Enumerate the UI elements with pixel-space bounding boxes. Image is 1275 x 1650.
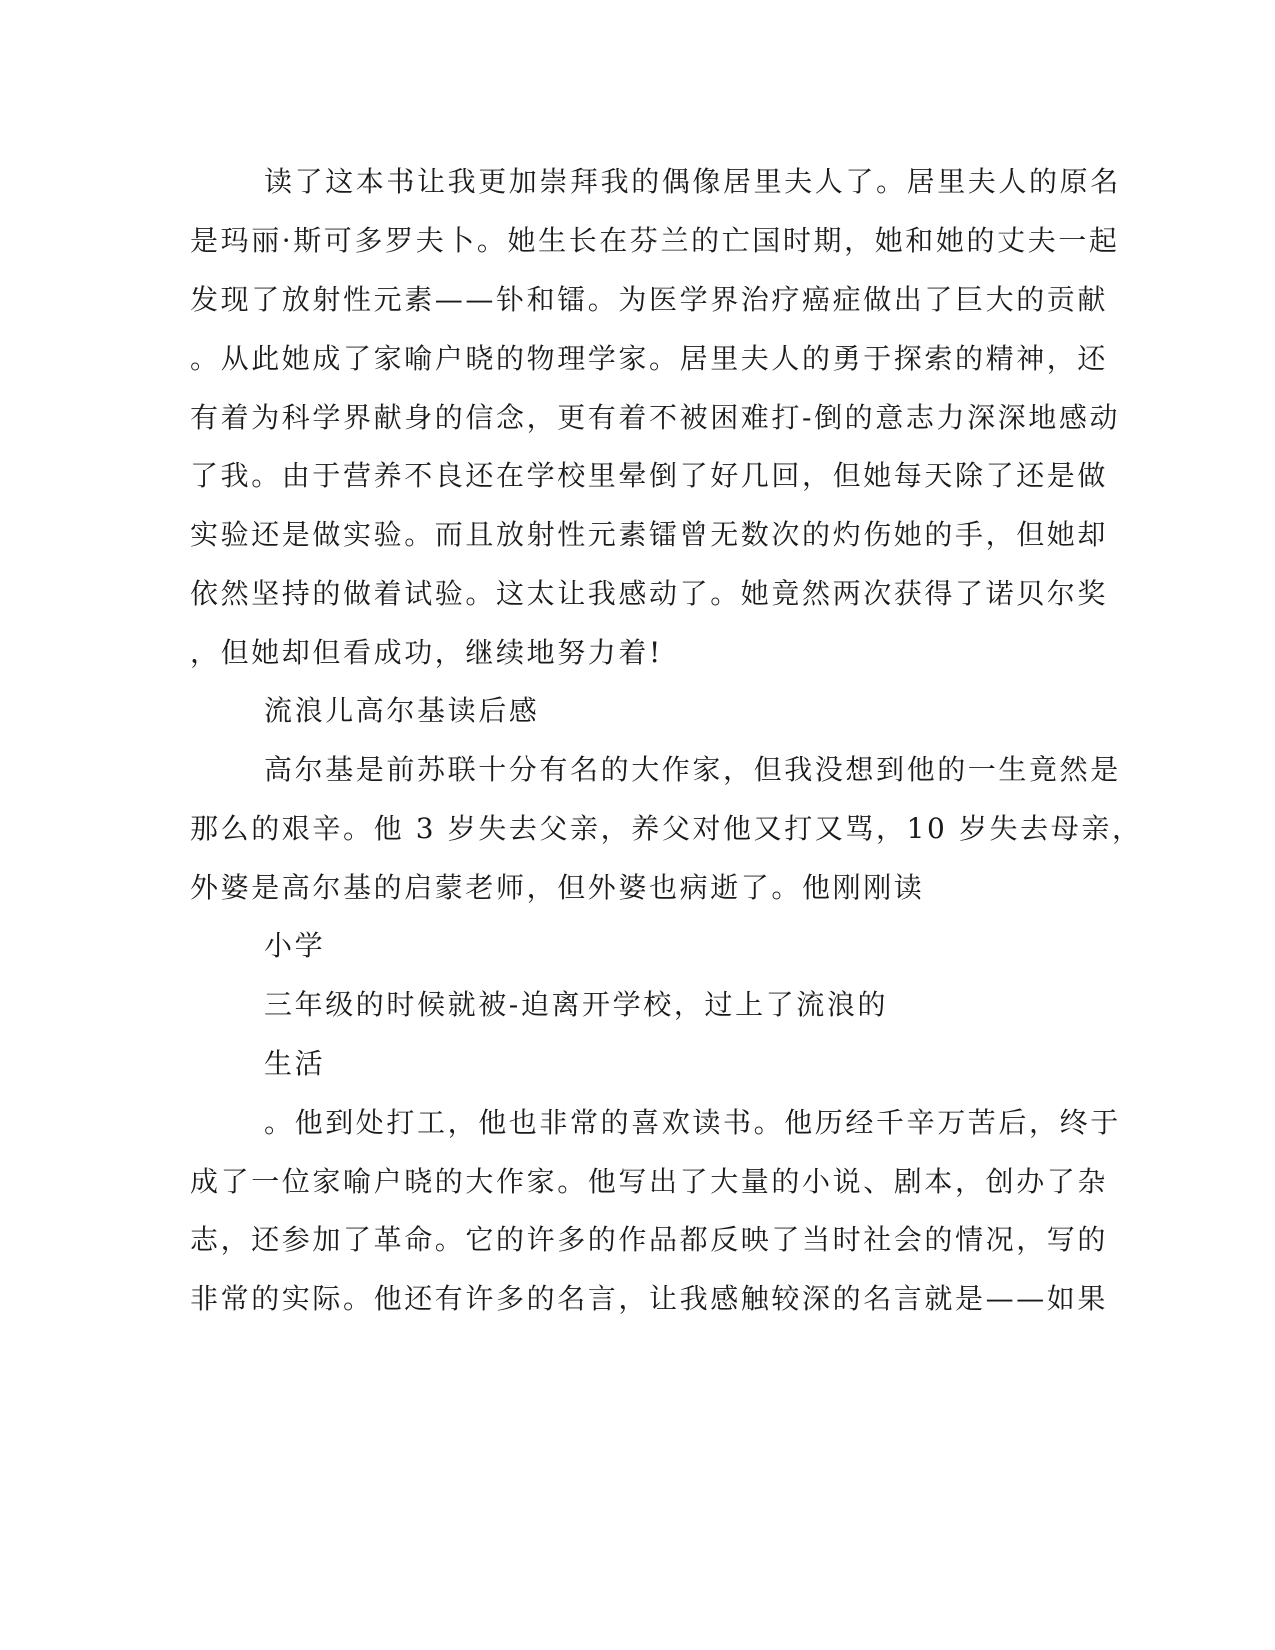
text-line: 非常的实际。他还有许多的名言，让我感触较深的名言就是——如果 (190, 1282, 1109, 1315)
text-line: 三年级的时候就被-迫离开学校，过上了流浪的 (264, 988, 889, 1021)
text-line: 小学 (264, 929, 326, 962)
text-line: 。他到处打工，他也非常的喜欢读书。他历经千辛万苦后，终于 (264, 1106, 1121, 1139)
text-line: 。从此她成了家喻户晓的物理学家。居里夫人的勇于探索的精神，还 (190, 342, 1109, 375)
text-line: 生活 (264, 1047, 326, 1080)
text-line: 是玛丽·斯可多罗夫卜。她生长在芬兰的亡国时期，她和她的丈夫一起 (190, 224, 1120, 257)
text-line: 志，还参加了革命。它的许多的作品都反映了当时社会的情况，写的 (190, 1223, 1109, 1256)
text-line: 成了一位家喻户晓的大作家。他写出了大量的小说、剧本，创办了杂 (190, 1165, 1109, 1198)
text-line: 依然坚持的做着试验。这太让我感动了。她竟然两次获得了诺贝尔奖 (190, 577, 1109, 610)
text-line: 外婆是高尔基的启蒙老师，但外婆也病逝了。他刚刚读 (190, 871, 925, 904)
text-line: 了我。由于营养不良还在学校里晕倒了好几回，但她每天除了还是做 (190, 459, 1109, 492)
text-line: 实验还是做实验。而且放射性元素镭曾无数次的灼伤她的手，但她却 (190, 518, 1109, 551)
text-line: 发现了放射性元素——钋和镭。为医学界治疗癌症做出了巨大的贡献 (190, 283, 1109, 316)
text-line: 高尔基是前苏联十分有名的大作家，但我没想到他的一生竟然是 (264, 753, 1121, 786)
text-line: ，但她却但看成功，继续地努力着! (190, 636, 663, 669)
text-line: 那么的艰辛。他 3 岁失去父亲，养父对他又打又骂，10 岁失去母亲， (190, 812, 1143, 845)
section-title: 流浪儿高尔基读后感 (264, 694, 540, 727)
text-line: 有着为科学界献身的信念，更有着不被困难打-倒的意志力深深地感动 (190, 401, 1121, 434)
text-line: 读了这本书让我更加崇拜我的偶像居里夫人了。居里夫人的原名 (264, 165, 1121, 198)
